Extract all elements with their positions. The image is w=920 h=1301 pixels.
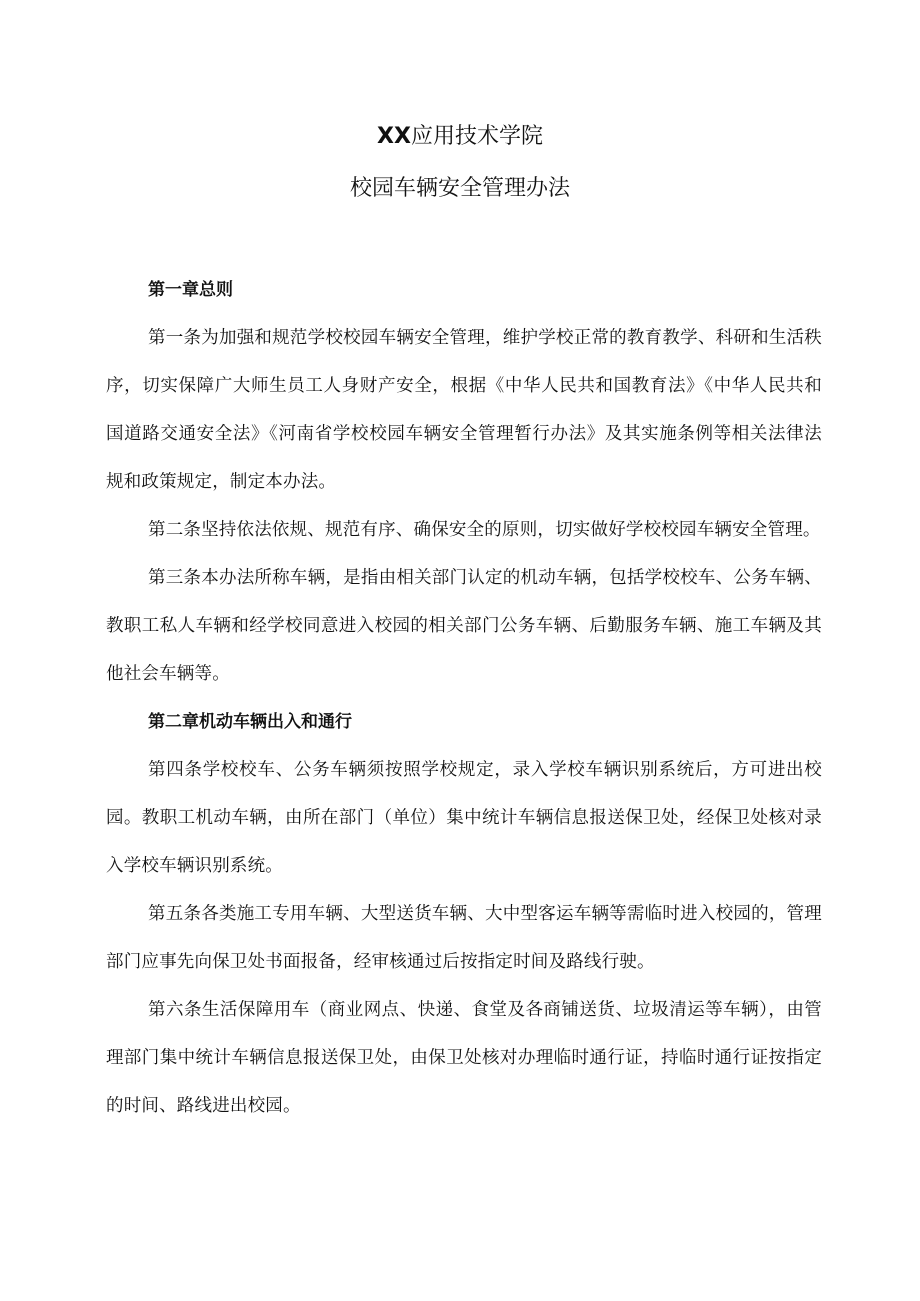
article-5: 第五条各类施工专用车辆、大型送货车辆、大中型客运车辆等需临时进入校园的，管理部门应事先向保卫处书面报备，经审核通过后按指定时间及路线行驶。 <box>106 904 822 972</box>
document-title <box>0 122 920 152</box>
title-prefix: XX <box>377 124 411 149</box>
chapter-1-heading: 第一章总则 <box>148 280 233 300</box>
title-block <box>0 122 920 226</box>
document-body <box>106 266 822 1130</box>
article-4: 第四条学校校车、公务车辆须按照学校规定，录入学校车辆识别系统后，方可进出校园。教职工机动车辆，由所在部门（单位）集中统计车辆信息报送保卫处，经保卫处核对录入学校车辆识别系统。 <box>106 760 822 876</box>
document-subtitle: 校园车辆安全管理办法 <box>349 176 570 201</box>
article-1: 第一条为加强和规范学校校园车辆安全管理，维护学校正常的教育教学、科研和生活秩序，切实保障广大师生员工人身财产安全，根据《中华人民共和国教育法》《中华人民共和国道路交通安全法》《河南省学校校园车辆安全管理暂行办法》及其实施条例等相关法律法规和政策规定，制定本办法。 <box>106 328 822 492</box>
article-3: 第三条本办法所称车辆，是指由相关部门认定的机动车辆，包括学校校车、公务车辆、教职工私人车辆和经学校同意进入校园的相关部门公务车辆、后勤服务车辆、施工车辆及其他社会车辆等。 <box>106 568 822 684</box>
article-2: 第二条坚持依法依规、规范有序、确保安全的原则，切实做好学校校园车辆安全管理。 <box>148 520 821 540</box>
title-rest: 应用技术学院 <box>410 124 543 149</box>
article-6: 第六条生活保障用车（商业网点、快递、食堂及各商铺送货、垃圾清运等车辆），由管理部门集中统计车辆信息报送保卫处，由保卫处核对办理临时通行证，持临时通行证按指定的时间、路线进出校园。 <box>106 1000 822 1116</box>
chapter-2-heading: 第二章机动车辆出入和通行 <box>148 712 352 732</box>
